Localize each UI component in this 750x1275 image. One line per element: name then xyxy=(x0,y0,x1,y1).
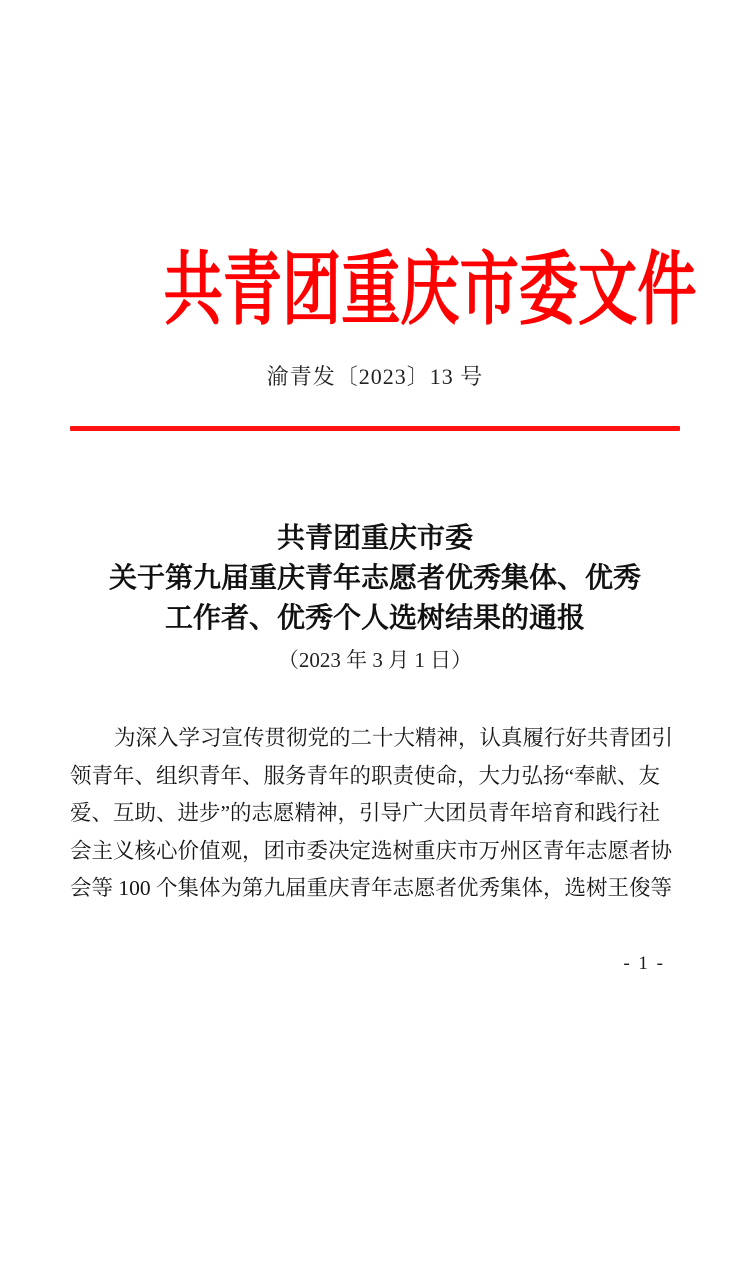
document-date: （2023 年 3 月 1 日） xyxy=(277,648,473,672)
document-title-line-1: 共青团重庆市委 xyxy=(276,523,473,554)
body-line-2: 领青年、组织青年、服务青年的职责使命，大力弘扬“奉献、友 xyxy=(70,763,661,788)
document-title-line-2: 关于第九届重庆青年志愿者优秀集体、优秀 xyxy=(108,563,641,594)
masthead-title: 共青团重庆市委文件 xyxy=(163,247,697,335)
page-number: - 1 - xyxy=(623,952,665,974)
document-number: 渝青发〔2023〕13 号 xyxy=(266,364,484,389)
body-line-1: 为深入学习宣传贯彻党的二十大精神，认真履行好共青团引 xyxy=(114,726,674,750)
red-divider-rule xyxy=(70,426,680,431)
body-line-5: 会等 100 个集体为第九届重庆青年志愿者优秀集体，选树王俊等 xyxy=(70,876,673,901)
document-page xyxy=(0,247,750,1275)
body-line-4: 会主义核心价值观，团市委决定选树重庆市万州区青年志愿者协 xyxy=(70,838,673,863)
body-paragraph xyxy=(70,720,680,908)
document-title-line-3: 工作者、优秀个人选树结果的通报 xyxy=(164,603,585,634)
masthead xyxy=(70,247,697,335)
body-line-3: 爱、互助、进步”的志愿精神，引导广大团员青年培育和践行社 xyxy=(70,801,661,826)
document-title xyxy=(70,519,680,639)
